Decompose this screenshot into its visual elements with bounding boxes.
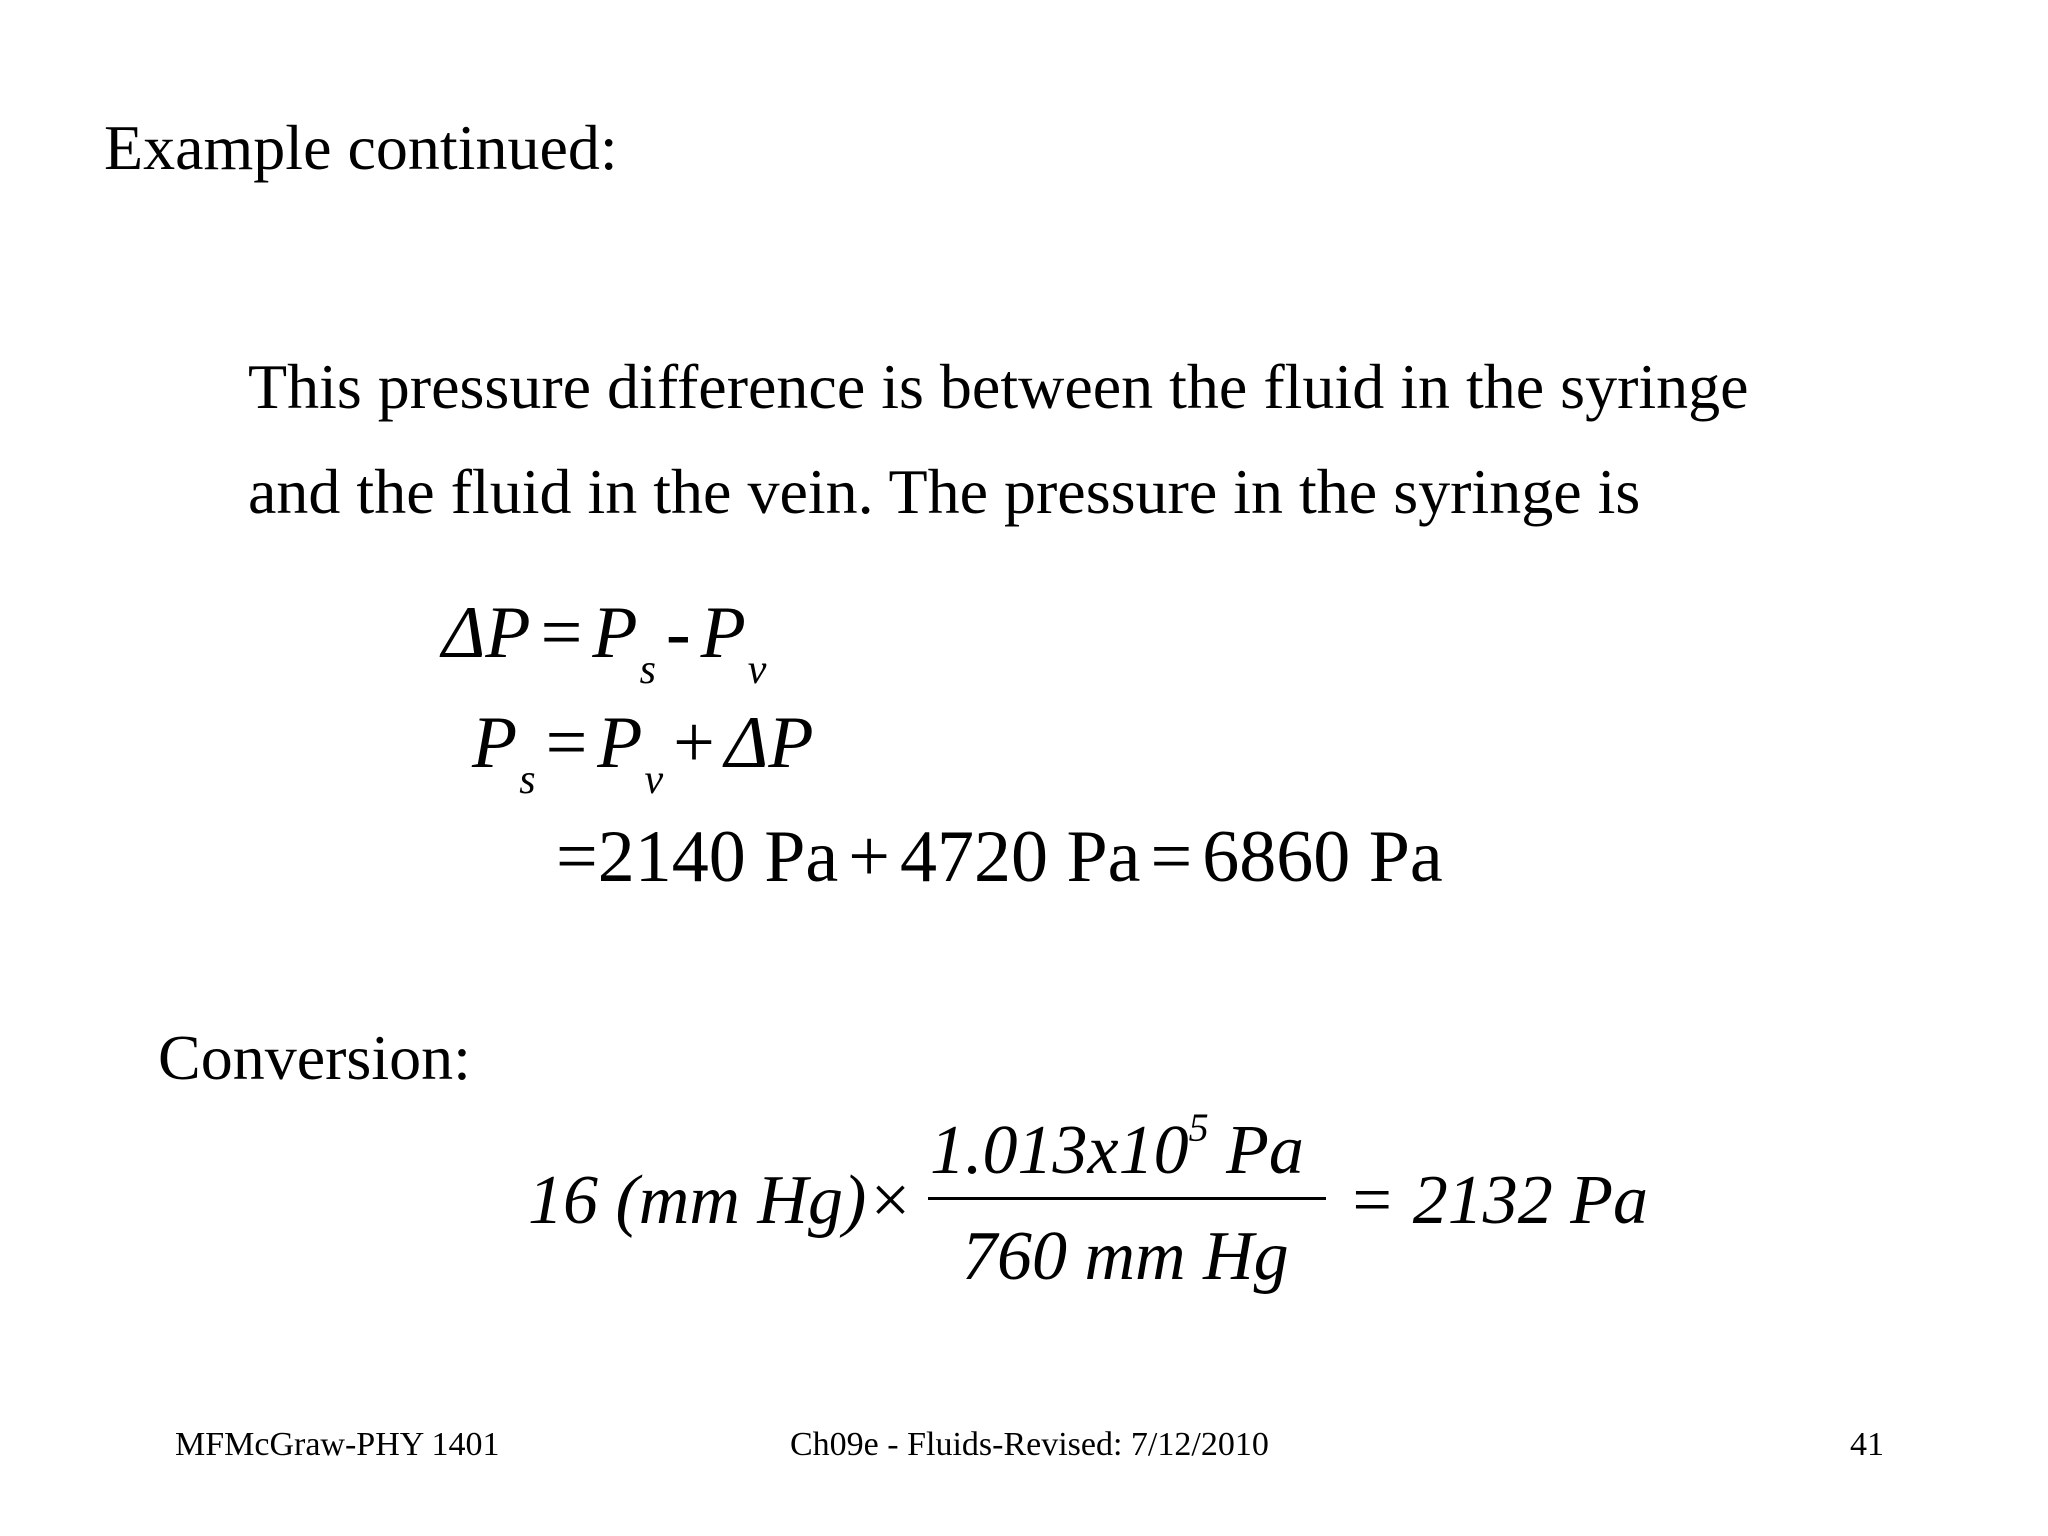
conversion-lhs: 16 (mm Hg)× xyxy=(528,1162,914,1239)
plus-sign: + xyxy=(848,816,890,898)
plus-sign: + xyxy=(673,702,715,784)
footer-chapter: Ch09e - Fluids-Revised: 7/12/2010 xyxy=(790,1426,1269,1463)
p-symbol: P xyxy=(700,592,746,674)
equals-sign: = xyxy=(556,816,598,898)
equals-sign: = xyxy=(540,592,583,674)
subscript-s: s xyxy=(519,757,536,803)
fraction-bar xyxy=(928,1197,1326,1200)
equals-sign: = xyxy=(1150,816,1193,898)
equation-delta-p xyxy=(442,588,767,693)
subscript-v: v xyxy=(747,647,767,693)
numerator-base: 1.013x10 xyxy=(930,1112,1189,1189)
footer-author: MFMcGraw-PHY 1401 xyxy=(175,1426,500,1463)
conversion-rhs: = 2132 Pa xyxy=(1348,1162,1648,1239)
equals-sign: = xyxy=(545,702,588,784)
equation-numeric xyxy=(556,812,1443,902)
subscript-v: v xyxy=(644,757,664,803)
numerator-unit: Pa xyxy=(1208,1112,1304,1189)
equation-ps xyxy=(472,698,814,803)
delta-p-symbol: ΔP xyxy=(724,702,814,784)
body-text-line-1: This pressure difference is between the fluid in the syringe xyxy=(248,351,1749,422)
p-symbol: P xyxy=(597,702,643,784)
page-number: 41 xyxy=(1850,1426,1884,1463)
value-4720: 4720 Pa xyxy=(899,816,1141,898)
p-symbol: P xyxy=(592,592,638,674)
fraction-denominator: 760 mm Hg xyxy=(962,1218,1289,1295)
delta-p-symbol: ΔP xyxy=(442,592,531,674)
conversion-label: Conversion: xyxy=(158,1022,471,1093)
fraction-numerator xyxy=(930,1105,1304,1194)
subscript-s: s xyxy=(639,647,656,693)
p-symbol: P xyxy=(472,702,518,784)
slide-title: Example continued: xyxy=(104,112,618,183)
numerator-exponent: 5 xyxy=(1188,1105,1209,1150)
value-2140: 2140 Pa xyxy=(597,816,839,898)
minus-sign: - xyxy=(665,592,691,674)
result-6860: 6860 Pa xyxy=(1202,816,1443,898)
body-text-line-2: and the fluid in the vein. The pressure in the syringe is xyxy=(248,456,1641,527)
